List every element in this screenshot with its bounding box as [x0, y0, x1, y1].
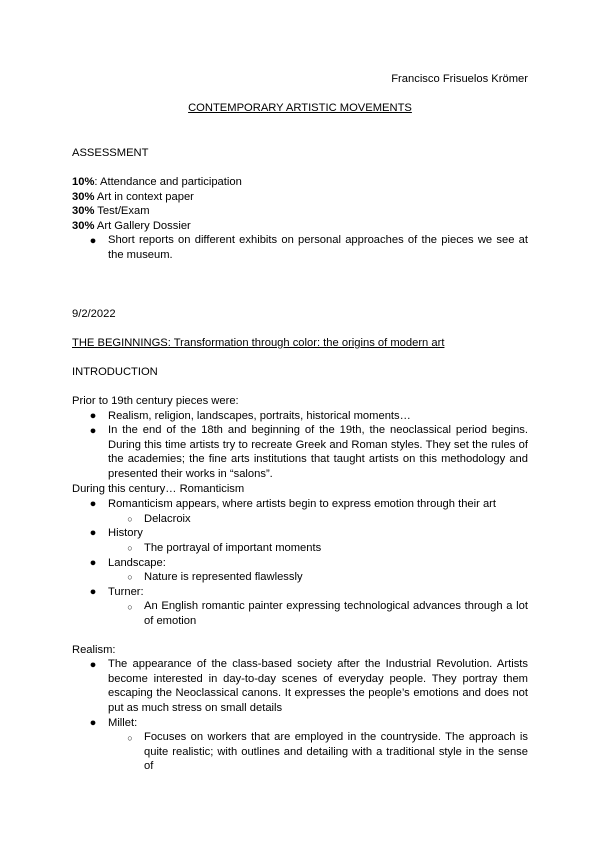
during-label: During this century… Romanticism [72, 483, 245, 495]
bullet-icon: ● [89, 557, 97, 569]
prior-label: Prior to 19th century pieces were: [72, 395, 239, 407]
author-name: Francisco Frisuelos Krömer [391, 73, 528, 85]
list-item: The appearance of the class-based society after the Industrial Revolution. Artists become interested in day-to-day scenes of everyday people. They portray them escaping the Neoclassical canons. It expresses the people’s emotions and does not put as much stress on small details [108, 658, 528, 714]
sub-bullet-icon: ○ [127, 602, 133, 612]
bullet-icon: ● [89, 498, 97, 510]
bullet-icon: ● [89, 425, 97, 437]
bullet-icon: ● [89, 410, 97, 422]
dossier-bullet-text: Short reports on different exhibits on personal approaches of the pieces we see at the museum. [108, 234, 528, 261]
course-title: CONTEMPORARY ARTISTIC MOVEMENTS [188, 102, 412, 114]
sub-list-item: An English romantic painter expressing technological advances through a lot of emotion [144, 600, 528, 627]
bullet-icon: ● [89, 235, 97, 247]
bullet-icon: ● [89, 586, 97, 598]
sub-list-item: Delacroix [144, 513, 191, 525]
list-item: Landscape: [108, 557, 166, 569]
section-title: THE BEGINNINGS: Transformation through color: the origins of modern art [72, 337, 445, 349]
assessment-item: 10%: Attendance and participation [72, 176, 242, 188]
list-item: Romanticism appears, where artists begin to express emotion through their art [108, 498, 497, 510]
sub-list-item: Focuses on workers that are employed in the countryside. The approach is quite realistic; with outlines and detailing with a traditional style in the sense of [144, 731, 528, 773]
sub-bullet-icon: ○ [127, 733, 133, 743]
assessment-item: 30% Art in context paper [72, 191, 194, 203]
sub-list-item: Nature is represented flawlessly [144, 571, 303, 583]
assessment-heading: ASSESSMENT [72, 147, 149, 159]
list-item: Millet: [108, 717, 138, 729]
list-item: In the end of the 18th and beginning of the 19th, the neoclassical period begins. During this time artists try to recreate Greek and Roman styles. They set the rules of the academies; the fine arts institutions that taught artists on this methodology and presented their works in “salons”. [108, 424, 528, 480]
introduction-heading: INTRODUCTION [72, 366, 158, 378]
list-item: History [108, 527, 143, 539]
list-item: Turner: [108, 586, 144, 598]
date-label: 9/2/2022 [72, 308, 116, 320]
bullet-icon: ● [89, 527, 97, 539]
sub-bullet-icon: ○ [127, 572, 133, 582]
assessment-item: 30% Test/Exam [72, 205, 150, 217]
bullet-icon: ● [89, 717, 97, 729]
sub-bullet-icon: ○ [127, 514, 133, 524]
bullet-icon: ● [89, 659, 97, 671]
assessment-item: 30% Art Gallery Dossier [72, 220, 191, 232]
sub-list-item: The portrayal of important moments [144, 542, 322, 554]
list-item: Realism, religion, landscapes, portraits, historical moments… [108, 410, 411, 422]
sub-bullet-icon: ○ [127, 543, 133, 553]
realism-heading: Realism: [72, 644, 116, 656]
